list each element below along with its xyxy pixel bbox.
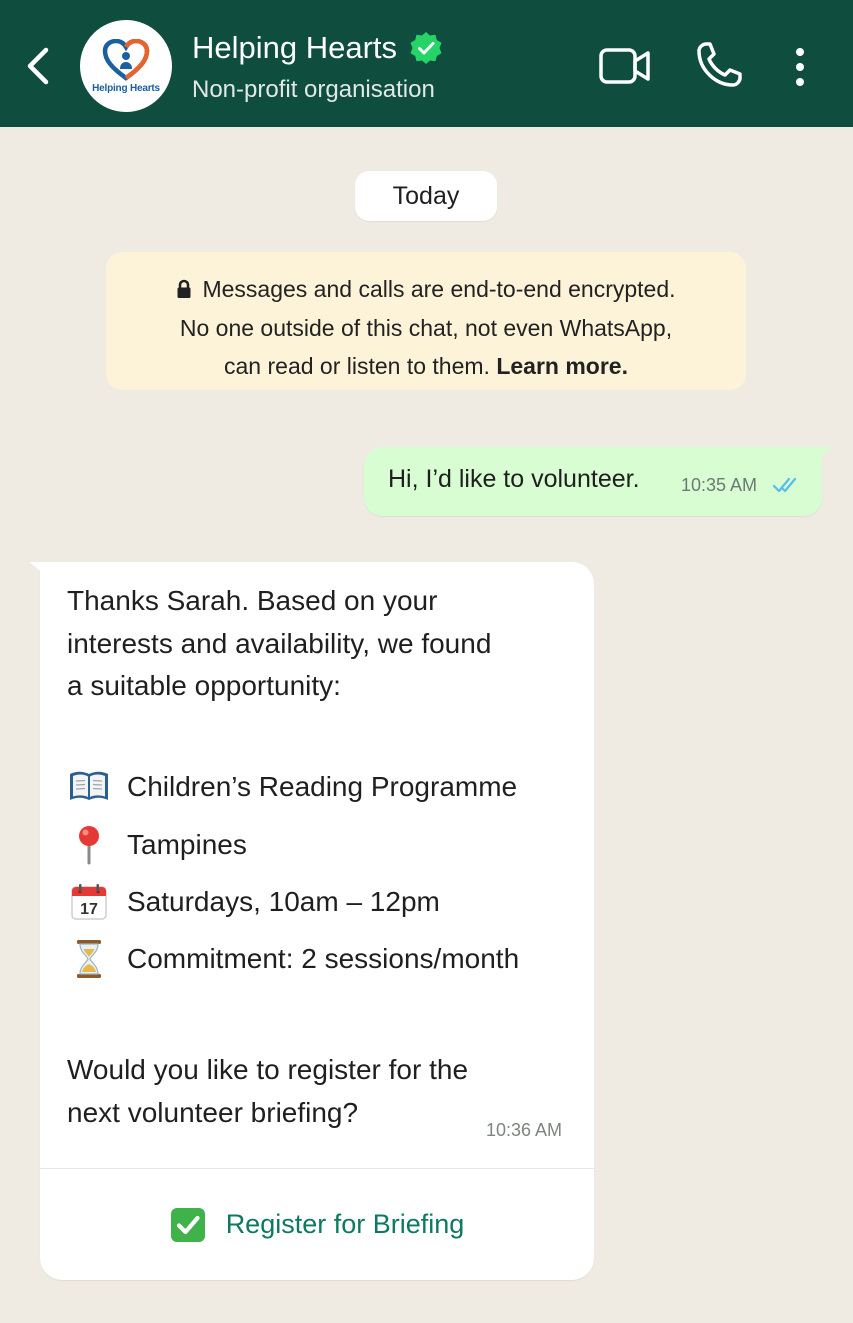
- incoming-message[interactable]: [40, 562, 594, 1280]
- read-receipt-icon: [772, 475, 802, 495]
- intro-line: Thanks Sarah. Based on your: [67, 585, 438, 616]
- detail-schedule: [67, 882, 440, 922]
- encryption-text-3: can read or listen to them.: [224, 353, 490, 379]
- outgoing-bubble-tail: [814, 447, 834, 467]
- outgoing-message-time: 10:35 AM: [681, 475, 758, 495]
- incoming-message-time: 10:36 AM: [486, 1120, 563, 1140]
- detail-text: Tampines: [127, 829, 247, 860]
- register-briefing-button[interactable]: [40, 1169, 594, 1280]
- detail-location: [67, 825, 247, 865]
- menu-dot: [796, 63, 804, 71]
- encryption-text-1: Messages and calls are end-to-end encrypted.: [202, 276, 676, 302]
- detail-text: Commitment: 2 sessions/month: [127, 943, 520, 974]
- contact-subtitle: Non-profit organisation: [192, 76, 435, 103]
- encryption-line-3: [126, 347, 726, 386]
- contact-name[interactable]: Helping Hearts: [192, 30, 398, 65]
- menu-dot: [796, 48, 804, 56]
- encryption-notice[interactable]: [106, 252, 746, 390]
- register-briefing-label: Register for Briefing: [225, 1209, 465, 1239]
- hourglass-icon: [67, 939, 111, 979]
- question-line: Would you like to register for the: [67, 1054, 469, 1085]
- more-options-button[interactable]: [782, 42, 818, 92]
- svg-text:17: 17: [80, 901, 98, 918]
- back-button[interactable]: [18, 42, 58, 90]
- intro-line: a suitable opportunity:: [67, 670, 341, 701]
- incoming-message-intro: [67, 580, 567, 708]
- heart-logo-icon: [102, 39, 150, 81]
- chevron-left-icon: [24, 46, 52, 86]
- phone-icon: [694, 40, 744, 90]
- chat-header: [0, 0, 853, 127]
- intro-line: interests and availability, we found: [67, 627, 492, 659]
- contact-name-row[interactable]: [192, 30, 443, 66]
- menu-dot: [796, 78, 804, 86]
- calendar-icon: [67, 882, 111, 922]
- encryption-text-2: No one outside of this chat, not even WhatsApp,: [179, 314, 673, 341]
- detail-programme: [67, 767, 517, 807]
- learn-more-link[interactable]: Learn more.: [496, 353, 628, 379]
- outgoing-message[interactable]: [364, 447, 822, 516]
- outgoing-message-text: Hi, I’d like to volunteer.: [388, 465, 640, 493]
- location-pin-icon: [67, 825, 111, 865]
- question-line: next volunteer briefing?: [67, 1096, 359, 1128]
- lock-icon: [176, 279, 192, 299]
- check-mark-button-icon: [170, 1207, 206, 1243]
- detail-commitment: [67, 939, 519, 979]
- detail-text: Children’s Reading Programme: [127, 771, 518, 802]
- voice-call-button[interactable]: [694, 40, 744, 90]
- avatar-logo-text: Helping Hearts: [92, 82, 160, 94]
- encryption-line-1: [126, 270, 726, 309]
- open-book-icon: [67, 767, 111, 807]
- video-call-button[interactable]: [598, 44, 652, 88]
- detail-text: Saturdays, 10am – 12pm: [127, 886, 440, 917]
- avatar[interactable]: [80, 20, 172, 112]
- incoming-message-question: [67, 1049, 547, 1134]
- video-camera-icon: [598, 44, 652, 88]
- verified-badge-icon: [409, 31, 443, 65]
- date-chip: Today: [355, 171, 497, 221]
